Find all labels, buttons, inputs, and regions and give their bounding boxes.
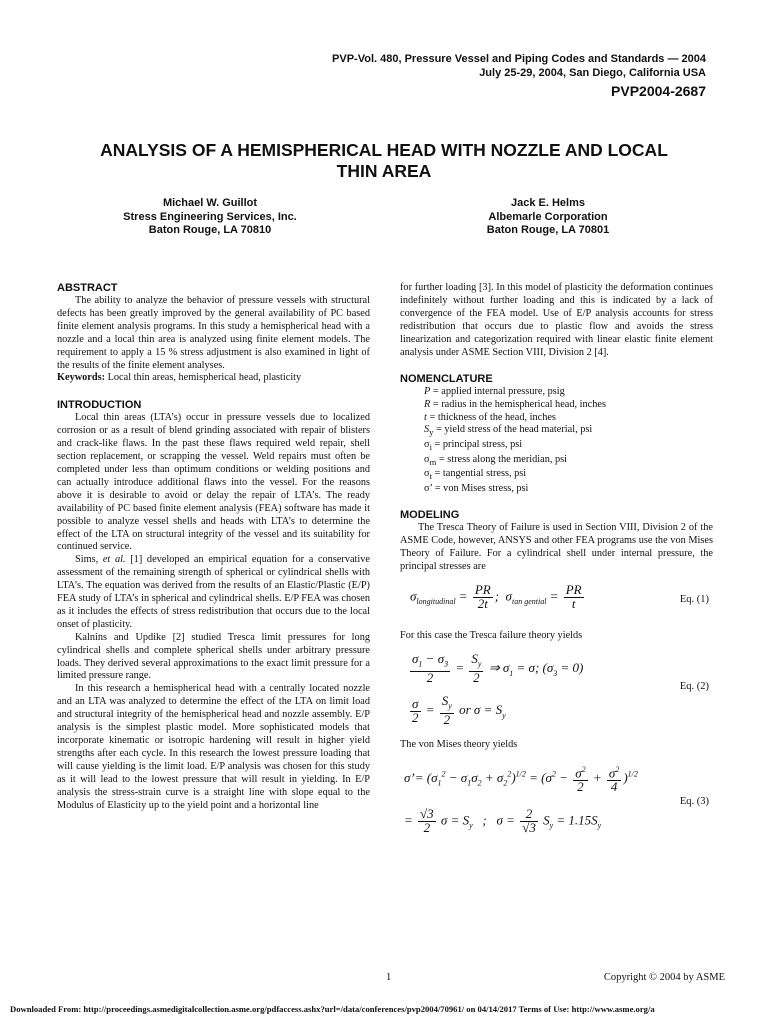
intro-p2-rest: [1] developed an empirical equation for a conservative assessment of the remaining strength of spherical or cylindrical shells with LTA’s. The equation was derived from the results of an Elastic/Plastic (E/P) FEA study of LTA’s in spherical and cylindrical shells. E/P FEA was chosen as it includes the effects of stress redistribution that occurs due to the local onset of plasticity.	[57, 554, 370, 630]
modeling-heading: MODELING	[400, 509, 460, 522]
author-name: Michael W. Guillot	[162, 197, 258, 209]
nomenclature-list	[400, 386, 713, 495]
keywords-text: Local thin areas, hemispherical head, plasticity	[105, 372, 302, 384]
intro-continuation: for further loading [3]. In this model of plasticity the deformation continues indefinitely without further loading and this is indicated by a lack of convergence of the FEA model. Use of E/P analysis accounts for stress redistribution that occurs due to plastic flow and avoids the stress linearization and categorization required with linear elastic finite element analysis under ASME Section VIII, Division 2 [4].	[400, 282, 713, 358]
author-block-1	[80, 197, 340, 238]
keywords-label: Keywords:	[57, 372, 106, 384]
equation-3: σ’= $(\sigma_1^2 - \sigma_1\sigma_2 + \sigma_2^2)^{1/2} = (\sigma^2$ − $\frac{\sigma^2}{2}$ + $\frac{\sigma^2}{4}$ )$^{1/2}$ = $\frac{√3}{2}$ $\sigma = S_y$ ; σ = $\frac{2}{√3}$ $S_y = 1.15S_y$ Eq. (3)	[404, 764, 709, 835]
keywords	[57, 372, 370, 385]
nomenclature-item: $\sigma_m$ = stress along the meridian, psi	[424, 453, 568, 467]
abstract-heading: ABSTRACT	[57, 282, 118, 294]
equation-1: $\sigma_{longitudinal}$ = $\frac{PR}{2t}$ ; $\sigma_{tan gential}$ = $\frac{PR}{t}$ Eq. (1)	[410, 582, 709, 611]
nomenclature-item: $\sigma_i$ = principal stress, psi	[424, 438, 523, 452]
equation-2-label: Eq. (2)	[679, 680, 709, 692]
title-line-1: ANALYSIS OF A HEMISPHERICAL HEAD WITH NOZZLE AND LOCAL	[100, 140, 668, 160]
nomenclature-item: R = radius in the hemispherical head, inches	[424, 399, 606, 411]
download-notice: Downloaded From: http://proceedings.asmedigitalcollection.asme.org/pdfaccess.ashx?url=/data/conferences/pvp2004/70961/ on 04/14/2017 Terms of Use: http://www.asme.org/a	[10, 1004, 655, 1014]
left-column	[57, 282, 370, 812]
intro-p2-start: Sims,	[75, 554, 103, 566]
nomenclature-heading: NOMENCLATURE	[400, 373, 493, 386]
author-location: Baton Rouge, LA 70810	[148, 224, 272, 236]
nomenclature-item: P = applied internal pressure, psig	[424, 386, 565, 398]
tresca-text: For this case the Tresca failure theory yields	[400, 630, 583, 641]
et-al: et al.	[102, 554, 126, 566]
page-number: 1	[386, 972, 392, 983]
equation-1-label: Eq. (1)	[679, 594, 709, 605]
abstract-text: The ability to analyze the behavior of pressure vessels with structural defects has been greatly improved by the general availability of PC based finite element analysis programs. In this study a hemispherical head with a nozzle and a local thin area is analyzed using finite element models. The requirement to apply a 15 % stress adjustment is also examined in light of the results of the finite element analyses.	[57, 295, 370, 371]
proceedings-header	[332, 52, 706, 98]
nomenclature-item: $S_y$ = yield stress of the head material, psi	[424, 424, 593, 438]
nomenclature-item: σ’ = von Mises stress, psi	[424, 482, 529, 494]
paper-title	[40, 140, 728, 182]
proceedings-volume: PVP-Vol. 480, Pressure Vessel and Piping Codes and Standards — 2004	[332, 53, 706, 65]
vonmises-text: The von Mises theory yields	[400, 738, 518, 750]
intro-paragraph-2	[57, 554, 370, 631]
introduction-heading: INTRODUCTION	[57, 399, 142, 412]
equation-2: $\frac{\sigma_1 - \sigma_3}{2}$ = $\frac{S_y}{2}$ ⇒ $\sigma_1 = \sigma$; $(\sigma_3 = 0)$ $\frac{\sigma}{2}$ = $\frac{S_y}{2}$ or $\sigma = S_y$ Eq. (2)	[412, 650, 709, 728]
right-column	[400, 282, 713, 848]
paper-id: PVP2004-2687	[611, 83, 706, 99]
equation-3-label: Eq. (3)	[679, 795, 709, 807]
author-name: Jack E. Helms	[511, 197, 585, 209]
conference-dates: July 25-29, 2004, San Diego, California USA	[479, 67, 706, 79]
nomenclature-item: $\sigma_t$ = tangential stress, psi	[424, 468, 527, 482]
intro-paragraph-1: Local thin areas (LTA’s) occur in pressure vessels due to localized corrosion or as a result of blend grinding associated with repair of blisters and crack-like flaws. In the past these flaws required weld repair, shell section replacement, or scrapping the vessel. Weld repairs must often be completed under less than optimum conditions or welding positions and can actually introduce additional flaws into the vessel. For the reasons above it is desirable to avoid or delay the repair of LTA’s. The ready availability of PC based finite element analysis (FEA) software has made it possible to analyze vessel shells and heads with LTA’s to determine the effect of the LTA on structural integrity of the vessel and its suitability for continued service.	[57, 412, 370, 553]
intro-paragraph-4: In this research a hemispherical head with a centrally located nozzle and an LTA was analyzed to determine the effect of the LTA on limit load and structural integrity of the hemispherical head and nozzle assembly. E/P analysis is the simplest plastic model. More sophisticated models that incorporate kinematic or isotropic hardening will result in higher yield strengths after each cycle. In this research the lowest pressure loading that will cause yielding is the limit load. E/P analysis was chosen for this study as it will lead to the lowest pressure that will result in yielding. In E/P analysis the stress-strain curve is a straight line with slope equal to the Modulus of Elasticity up to the yield point and a horizontal line	[57, 683, 370, 811]
author-organization: Stress Engineering Services, Inc.	[123, 210, 297, 223]
author-block-2	[418, 197, 678, 238]
modeling-paragraph: The Tresca Theory of Failure is used in Section VIII, Division 2 of the ASME Code, however, ANSYS and other FEA programs use the von Mises Theory of Failure. For a cylindrical shell under internal pressure, the principal stresses are	[400, 522, 713, 573]
author-organization: Albemarle Corporation	[488, 210, 608, 223]
intro-paragraph-3: Kalnins and Updike [2] studied Tresca limit pressures for long cylindrical shells and complete spherical shells under arbitrary pressure loads. They derived several approximations to the exact limit pressure for a limited pressure range.	[57, 631, 370, 682]
copyright-notice: Copyright © 2004 by ASME	[603, 972, 725, 983]
author-location: Baton Rouge, LA 70801	[486, 224, 610, 236]
nomenclature-item: t = thickness of the head, inches	[424, 411, 556, 423]
title-line-2: THIN AREA	[336, 161, 432, 181]
